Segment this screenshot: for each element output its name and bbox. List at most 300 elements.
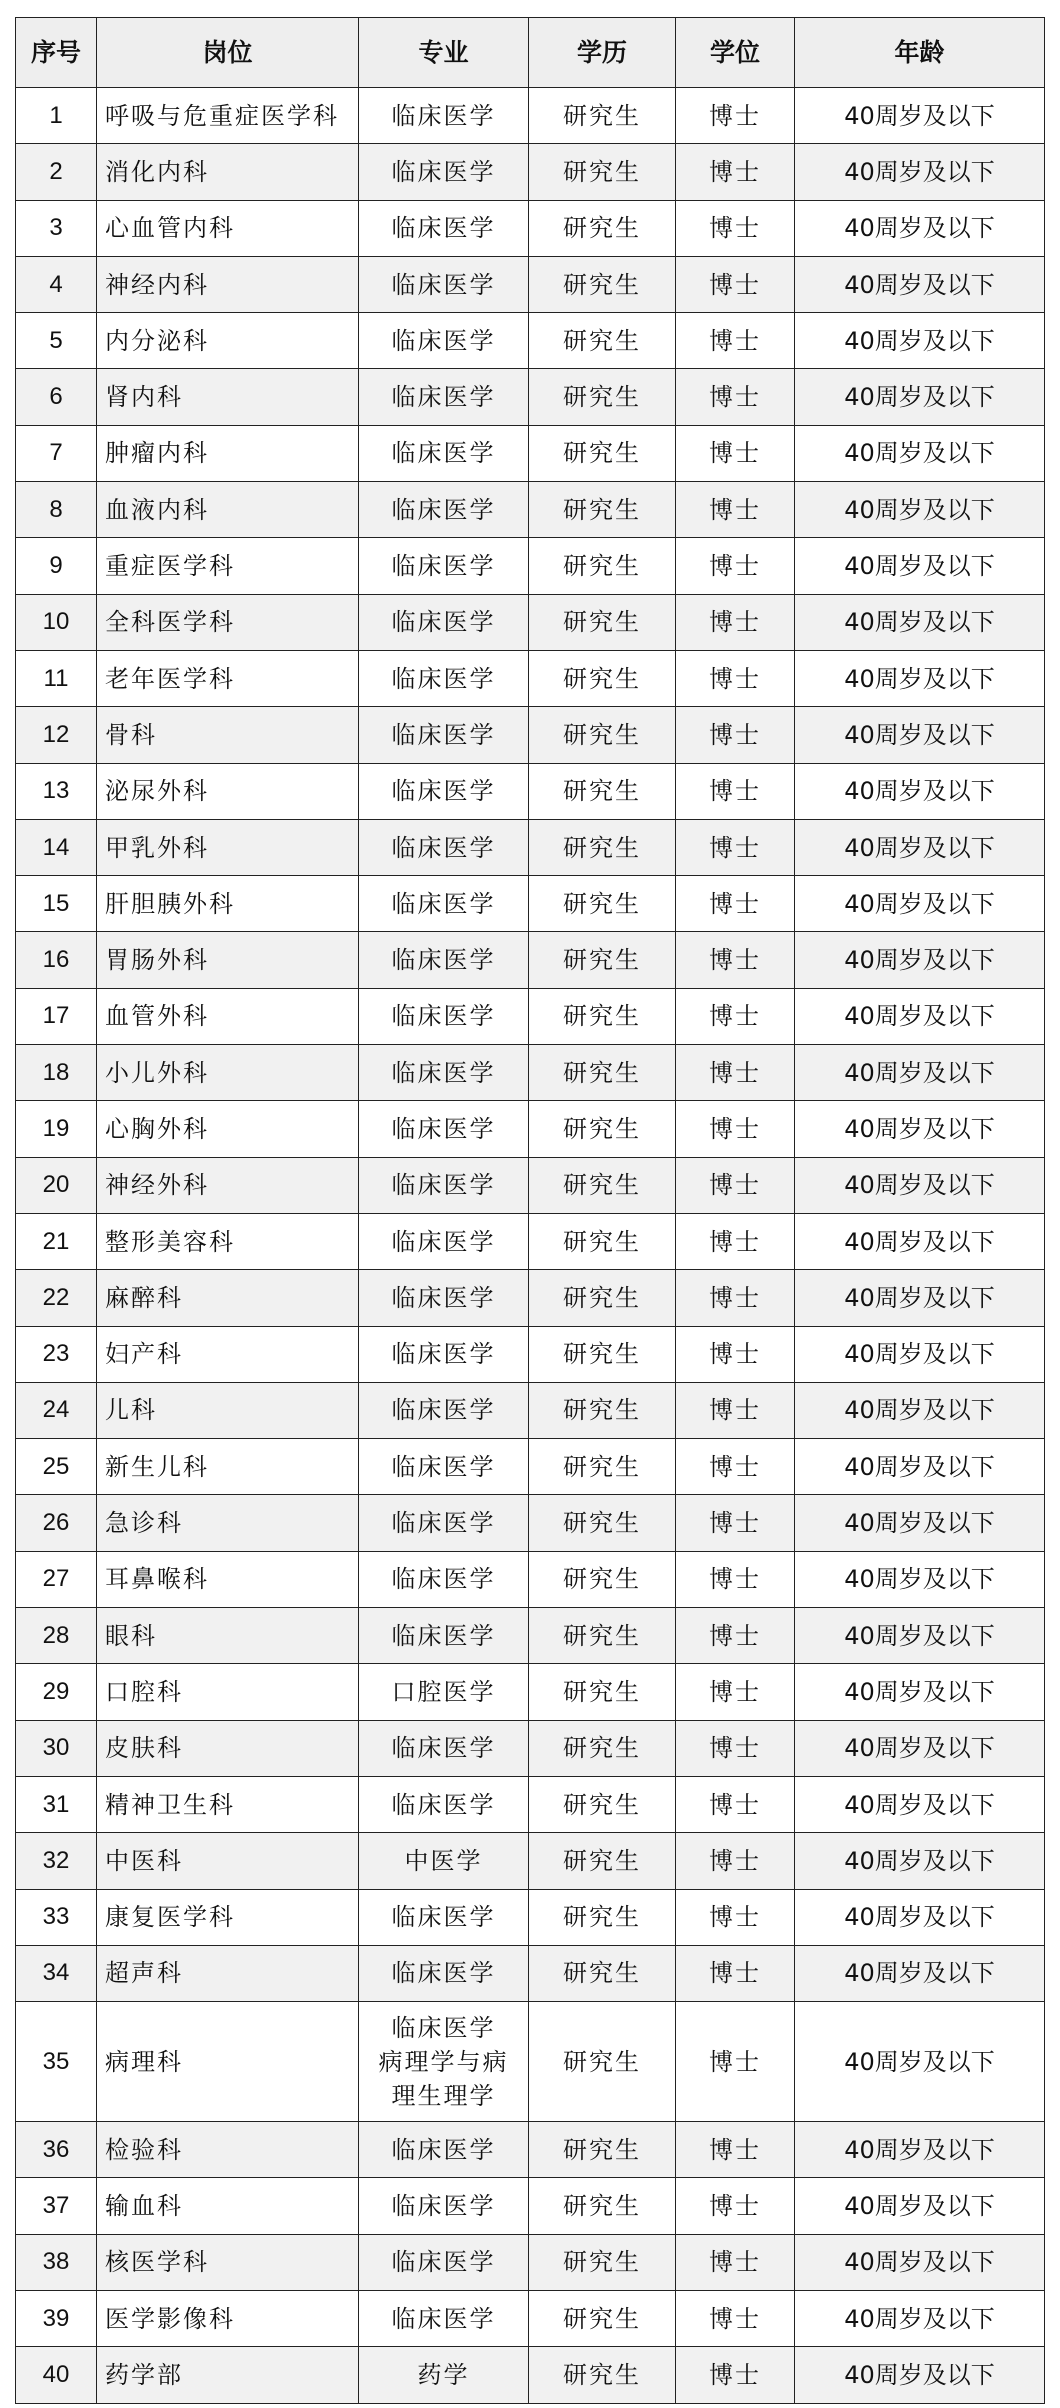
major-cell xyxy=(359,1157,529,1213)
major-cell xyxy=(359,538,529,594)
row-index: 14 xyxy=(16,819,97,875)
education-cell: 研究生 xyxy=(529,2178,676,2234)
major-line: 临床医学 xyxy=(391,777,496,806)
major-line: 临床医学 xyxy=(391,2135,496,2164)
row-index: 31 xyxy=(16,1776,97,1832)
major-cell xyxy=(359,2290,529,2346)
row-index: 27 xyxy=(16,1551,97,1607)
degree-cell: 博士 xyxy=(676,88,795,144)
table-row xyxy=(16,2002,1045,2122)
row-index: 40 xyxy=(16,2347,97,2403)
major-line: 临床医学 xyxy=(391,2013,496,2042)
table-row xyxy=(16,313,1045,369)
degree-cell: 博士 xyxy=(676,1833,795,1889)
major-line: 药学 xyxy=(417,2360,470,2389)
age-cell: 40周岁及以下 xyxy=(795,482,1045,538)
row-index: 34 xyxy=(16,1945,97,2001)
post-cell: 血液内科 xyxy=(97,482,359,538)
row-index: 10 xyxy=(16,594,97,650)
major-line: 临床医学 xyxy=(391,1396,496,1425)
age-cell: 40周岁及以下 xyxy=(795,763,1045,819)
major-line: 临床医学 xyxy=(391,1340,496,1369)
table-row xyxy=(16,2347,1045,2403)
table-row xyxy=(16,707,1045,763)
post-cell: 口腔科 xyxy=(97,1664,359,1720)
table-row xyxy=(16,1608,1045,1664)
post-cell: 超声科 xyxy=(97,1945,359,2001)
degree-cell: 博士 xyxy=(676,876,795,932)
education-cell: 研究生 xyxy=(529,594,676,650)
post-cell: 消化内科 xyxy=(97,144,359,200)
major-line: 临床医学 xyxy=(391,1452,496,1481)
education-cell: 研究生 xyxy=(529,1101,676,1157)
education-cell: 研究生 xyxy=(529,1495,676,1551)
age-cell: 40周岁及以下 xyxy=(795,1157,1045,1213)
major-line: 临床医学 xyxy=(391,157,496,186)
post-cell: 小儿外科 xyxy=(97,1045,359,1101)
education-cell: 研究生 xyxy=(529,200,676,256)
major-cell xyxy=(359,650,529,706)
degree-cell: 博士 xyxy=(676,482,795,538)
post-cell: 泌尿外科 xyxy=(97,763,359,819)
major-line: 临床医学 xyxy=(391,214,496,243)
age-cell: 40周岁及以下 xyxy=(795,594,1045,650)
row-index: 30 xyxy=(16,1720,97,1776)
table-row xyxy=(16,2234,1045,2290)
major-cell xyxy=(359,88,529,144)
post-cell: 神经内科 xyxy=(97,256,359,312)
education-cell: 研究生 xyxy=(529,538,676,594)
table-row xyxy=(16,1382,1045,1438)
post-cell: 内分泌科 xyxy=(97,313,359,369)
degree-cell: 博士 xyxy=(676,1664,795,1720)
age-cell: 40周岁及以下 xyxy=(795,1608,1045,1664)
degree-cell: 博士 xyxy=(676,2002,795,2122)
degree-cell: 博士 xyxy=(676,2178,795,2234)
post-cell: 骨科 xyxy=(97,707,359,763)
header-index: 序号 xyxy=(16,18,97,88)
table-row xyxy=(16,200,1045,256)
major-cell xyxy=(359,1101,529,1157)
major-cell xyxy=(359,1382,529,1438)
row-index: 21 xyxy=(16,1213,97,1269)
row-index: 6 xyxy=(16,369,97,425)
major-line: 临床医学 xyxy=(391,1171,496,1200)
education-cell: 研究生 xyxy=(529,1213,676,1269)
education-cell: 研究生 xyxy=(529,1945,676,2001)
row-index: 20 xyxy=(16,1157,97,1213)
post-cell: 老年医学科 xyxy=(97,650,359,706)
age-cell: 40周岁及以下 xyxy=(795,1495,1045,1551)
row-index: 28 xyxy=(16,1608,97,1664)
post-cell: 肿瘤内科 xyxy=(97,425,359,481)
major-cell xyxy=(359,819,529,875)
row-index: 26 xyxy=(16,1495,97,1551)
age-cell: 40周岁及以下 xyxy=(795,2178,1045,2234)
post-cell: 心血管内科 xyxy=(97,200,359,256)
education-cell: 研究生 xyxy=(529,1664,676,1720)
table-row xyxy=(16,2290,1045,2346)
education-cell: 研究生 xyxy=(529,425,676,481)
post-cell: 儿科 xyxy=(97,1382,359,1438)
degree-cell: 博士 xyxy=(676,1326,795,1382)
major-line: 理生理学 xyxy=(391,2081,496,2110)
row-index: 19 xyxy=(16,1101,97,1157)
table-row xyxy=(16,369,1045,425)
table-row xyxy=(16,819,1045,875)
education-cell: 研究生 xyxy=(529,1833,676,1889)
table-row xyxy=(16,1664,1045,1720)
degree-cell: 博士 xyxy=(676,1045,795,1101)
post-cell: 肝胆胰外科 xyxy=(97,876,359,932)
education-cell: 研究生 xyxy=(529,763,676,819)
major-line: 临床医学 xyxy=(391,720,496,749)
major-cell xyxy=(359,2122,529,2178)
post-cell: 整形美容科 xyxy=(97,1213,359,1269)
degree-cell: 博士 xyxy=(676,932,795,988)
education-cell: 研究生 xyxy=(529,819,676,875)
post-cell: 耳鼻喉科 xyxy=(97,1551,359,1607)
table-row xyxy=(16,1945,1045,2001)
education-cell: 研究生 xyxy=(529,932,676,988)
post-cell: 麻醉科 xyxy=(97,1270,359,1326)
post-cell: 新生儿科 xyxy=(97,1439,359,1495)
education-cell: 研究生 xyxy=(529,876,676,932)
age-cell: 40周岁及以下 xyxy=(795,256,1045,312)
table-row xyxy=(16,988,1045,1044)
age-cell: 40周岁及以下 xyxy=(795,1270,1045,1326)
age-cell: 40周岁及以下 xyxy=(795,1664,1045,1720)
age-cell: 40周岁及以下 xyxy=(795,200,1045,256)
header-post: 岗位 xyxy=(97,18,359,88)
education-cell: 研究生 xyxy=(529,2122,676,2178)
age-cell: 40周岁及以下 xyxy=(795,2290,1045,2346)
major-cell xyxy=(359,256,529,312)
age-cell: 40周岁及以下 xyxy=(795,1439,1045,1495)
table-row xyxy=(16,932,1045,988)
education-cell: 研究生 xyxy=(529,2290,676,2346)
age-cell: 40周岁及以下 xyxy=(795,1551,1045,1607)
major-cell xyxy=(359,425,529,481)
row-index: 2 xyxy=(16,144,97,200)
major-cell xyxy=(359,1889,529,1945)
table-body xyxy=(16,88,1045,2404)
age-cell: 40周岁及以下 xyxy=(795,819,1045,875)
row-index: 16 xyxy=(16,932,97,988)
major-cell xyxy=(359,144,529,200)
major-cell xyxy=(359,932,529,988)
major-line: 临床医学 xyxy=(391,2192,496,2221)
major-cell xyxy=(359,1270,529,1326)
education-cell: 研究生 xyxy=(529,2347,676,2403)
major-line: 临床医学 xyxy=(391,1621,496,1650)
major-cell xyxy=(359,1045,529,1101)
table-row xyxy=(16,1101,1045,1157)
age-cell: 40周岁及以下 xyxy=(795,369,1045,425)
header-education: 学历 xyxy=(529,18,676,88)
major-cell xyxy=(359,200,529,256)
post-cell: 心胸外科 xyxy=(97,1101,359,1157)
education-cell: 研究生 xyxy=(529,1326,676,1382)
major-line: 临床医学 xyxy=(391,1734,496,1763)
degree-cell: 博士 xyxy=(676,1270,795,1326)
table-row xyxy=(16,1776,1045,1832)
post-cell: 呼吸与危重症医学科 xyxy=(97,88,359,144)
major-line: 病理学与病 xyxy=(378,2047,509,2076)
table-row xyxy=(16,144,1045,200)
education-cell: 研究生 xyxy=(529,1439,676,1495)
header-age: 年龄 xyxy=(795,18,1045,88)
row-index: 32 xyxy=(16,1833,97,1889)
major-cell xyxy=(359,1551,529,1607)
major-cell xyxy=(359,1945,529,2001)
post-cell: 精神卫生科 xyxy=(97,1776,359,1832)
major-line: 临床医学 xyxy=(391,1565,496,1594)
header-degree: 学位 xyxy=(676,18,795,88)
major-line: 临床医学 xyxy=(391,326,496,355)
degree-cell: 博士 xyxy=(676,2347,795,2403)
post-cell: 中医科 xyxy=(97,1833,359,1889)
age-cell: 40周岁及以下 xyxy=(795,88,1045,144)
table-row xyxy=(16,2122,1045,2178)
education-cell: 研究生 xyxy=(529,2002,676,2122)
major-line: 口腔医学 xyxy=(391,1677,496,1706)
age-cell: 40周岁及以下 xyxy=(795,1213,1045,1269)
row-index: 7 xyxy=(16,425,97,481)
degree-cell: 博士 xyxy=(676,1551,795,1607)
major-line: 临床医学 xyxy=(391,2248,496,2277)
degree-cell: 博士 xyxy=(676,763,795,819)
row-index: 38 xyxy=(16,2234,97,2290)
table-row xyxy=(16,1439,1045,1495)
age-cell: 40周岁及以下 xyxy=(795,313,1045,369)
table-row xyxy=(16,88,1045,144)
age-cell: 40周岁及以下 xyxy=(795,1326,1045,1382)
major-line: 临床医学 xyxy=(391,1959,496,1988)
major-cell xyxy=(359,594,529,650)
post-cell: 皮肤科 xyxy=(97,1720,359,1776)
age-cell: 40周岁及以下 xyxy=(795,1382,1045,1438)
row-index: 37 xyxy=(16,2178,97,2234)
post-cell: 重症医学科 xyxy=(97,538,359,594)
degree-cell: 博士 xyxy=(676,1776,795,1832)
education-cell: 研究生 xyxy=(529,144,676,200)
degree-cell: 博士 xyxy=(676,2234,795,2290)
degree-cell: 博士 xyxy=(676,1945,795,2001)
row-index: 15 xyxy=(16,876,97,932)
table-row xyxy=(16,1495,1045,1551)
age-cell: 40周岁及以下 xyxy=(795,932,1045,988)
table-row xyxy=(16,1833,1045,1889)
row-index: 29 xyxy=(16,1664,97,1720)
age-cell: 40周岁及以下 xyxy=(795,1720,1045,1776)
age-cell: 40周岁及以下 xyxy=(795,538,1045,594)
row-index: 3 xyxy=(16,200,97,256)
major-cell xyxy=(359,2178,529,2234)
row-index: 36 xyxy=(16,2122,97,2178)
post-cell: 妇产科 xyxy=(97,1326,359,1382)
degree-cell: 博士 xyxy=(676,256,795,312)
degree-cell: 博士 xyxy=(676,594,795,650)
post-cell: 药学部 xyxy=(97,2347,359,2403)
major-line: 临床医学 xyxy=(391,1283,496,1312)
row-index: 4 xyxy=(16,256,97,312)
table-row xyxy=(16,1157,1045,1213)
major-line: 临床医学 xyxy=(391,2304,496,2333)
major-line: 临床医学 xyxy=(391,1903,496,1932)
education-cell: 研究生 xyxy=(529,88,676,144)
degree-cell: 博士 xyxy=(676,1495,795,1551)
degree-cell: 博士 xyxy=(676,144,795,200)
age-cell: 40周岁及以下 xyxy=(795,2234,1045,2290)
degree-cell: 博士 xyxy=(676,2290,795,2346)
education-cell: 研究生 xyxy=(529,707,676,763)
major-cell xyxy=(359,1439,529,1495)
degree-cell: 博士 xyxy=(676,988,795,1044)
degree-cell: 博士 xyxy=(676,707,795,763)
degree-cell: 博士 xyxy=(676,1382,795,1438)
age-cell: 40周岁及以下 xyxy=(795,988,1045,1044)
table-row xyxy=(16,482,1045,538)
row-index: 24 xyxy=(16,1382,97,1438)
table-row xyxy=(16,650,1045,706)
age-cell: 40周岁及以下 xyxy=(795,2002,1045,2122)
table-row xyxy=(16,1326,1045,1382)
major-line: 临床医学 xyxy=(391,439,496,468)
degree-cell: 博士 xyxy=(676,425,795,481)
age-cell: 40周岁及以下 xyxy=(795,876,1045,932)
post-cell: 检验科 xyxy=(97,2122,359,2178)
degree-cell: 博士 xyxy=(676,819,795,875)
major-line: 临床医学 xyxy=(391,1509,496,1538)
row-index: 25 xyxy=(16,1439,97,1495)
education-cell: 研究生 xyxy=(529,1270,676,1326)
table-row xyxy=(16,1720,1045,1776)
education-cell: 研究生 xyxy=(529,988,676,1044)
post-cell: 医学影像科 xyxy=(97,2290,359,2346)
education-cell: 研究生 xyxy=(529,1608,676,1664)
table-row xyxy=(16,2178,1045,2234)
degree-cell: 博士 xyxy=(676,1608,795,1664)
major-cell xyxy=(359,2347,529,2403)
age-cell: 40周岁及以下 xyxy=(795,1101,1045,1157)
major-cell xyxy=(359,1720,529,1776)
major-line: 临床医学 xyxy=(391,270,496,299)
row-index: 22 xyxy=(16,1270,97,1326)
post-cell: 胃肠外科 xyxy=(97,932,359,988)
major-cell xyxy=(359,707,529,763)
degree-cell: 博士 xyxy=(676,1101,795,1157)
row-index: 33 xyxy=(16,1889,97,1945)
table-row xyxy=(16,763,1045,819)
degree-cell: 博士 xyxy=(676,369,795,425)
major-cell xyxy=(359,876,529,932)
row-index: 35 xyxy=(16,2002,97,2122)
degree-cell: 博士 xyxy=(676,1439,795,1495)
major-line: 临床医学 xyxy=(391,664,496,693)
degree-cell: 博士 xyxy=(676,1157,795,1213)
post-cell: 肾内科 xyxy=(97,369,359,425)
major-line: 中医学 xyxy=(404,1846,483,1875)
table-row xyxy=(16,594,1045,650)
table-row xyxy=(16,876,1045,932)
table-row xyxy=(16,1551,1045,1607)
major-line: 临床医学 xyxy=(391,383,496,412)
major-line: 临床医学 xyxy=(391,1114,496,1143)
education-cell: 研究生 xyxy=(529,313,676,369)
table-row xyxy=(16,1270,1045,1326)
major-cell xyxy=(359,369,529,425)
major-line: 临床医学 xyxy=(391,608,496,637)
major-cell xyxy=(359,2234,529,2290)
post-cell: 甲乳外科 xyxy=(97,819,359,875)
education-cell: 研究生 xyxy=(529,1382,676,1438)
post-cell: 急诊科 xyxy=(97,1495,359,1551)
degree-cell: 博士 xyxy=(676,200,795,256)
major-line: 临床医学 xyxy=(391,1790,496,1819)
major-cell xyxy=(359,1495,529,1551)
education-cell: 研究生 xyxy=(529,2234,676,2290)
major-cell xyxy=(359,1326,529,1382)
major-line: 临床医学 xyxy=(391,1227,496,1256)
education-cell: 研究生 xyxy=(529,1889,676,1945)
education-cell: 研究生 xyxy=(529,1157,676,1213)
degree-cell: 博士 xyxy=(676,650,795,706)
degree-cell: 博士 xyxy=(676,2122,795,2178)
education-cell: 研究生 xyxy=(529,482,676,538)
age-cell: 40周岁及以下 xyxy=(795,425,1045,481)
education-cell: 研究生 xyxy=(529,1720,676,1776)
post-cell: 核医学科 xyxy=(97,2234,359,2290)
major-line: 临床医学 xyxy=(391,889,496,918)
row-index: 23 xyxy=(16,1326,97,1382)
row-index: 8 xyxy=(16,482,97,538)
row-index: 18 xyxy=(16,1045,97,1101)
table-row xyxy=(16,256,1045,312)
major-cell xyxy=(359,313,529,369)
age-cell: 40周岁及以下 xyxy=(795,1045,1045,1101)
row-index: 12 xyxy=(16,707,97,763)
major-cell xyxy=(359,1776,529,1832)
age-cell: 40周岁及以下 xyxy=(795,2122,1045,2178)
degree-cell: 博士 xyxy=(676,1213,795,1269)
table-row xyxy=(16,1213,1045,1269)
age-cell: 40周岁及以下 xyxy=(795,1776,1045,1832)
degree-cell: 博士 xyxy=(676,538,795,594)
post-cell: 全科医学科 xyxy=(97,594,359,650)
table-row xyxy=(16,1889,1045,1945)
age-cell: 40周岁及以下 xyxy=(795,1833,1045,1889)
major-cell xyxy=(359,1833,529,1889)
education-cell: 研究生 xyxy=(529,1045,676,1101)
major-cell xyxy=(359,763,529,819)
table-row xyxy=(16,1045,1045,1101)
post-cell: 眼科 xyxy=(97,1608,359,1664)
major-cell xyxy=(359,1608,529,1664)
major-cell xyxy=(359,1213,529,1269)
row-index: 9 xyxy=(16,538,97,594)
age-cell: 40周岁及以下 xyxy=(795,707,1045,763)
education-cell: 研究生 xyxy=(529,369,676,425)
table-row xyxy=(16,425,1045,481)
major-line: 临床医学 xyxy=(391,1058,496,1087)
degree-cell: 博士 xyxy=(676,1889,795,1945)
table-header-row xyxy=(16,18,1045,88)
row-index: 13 xyxy=(16,763,97,819)
major-cell xyxy=(359,1664,529,1720)
recruitment-table xyxy=(15,17,1045,2404)
post-cell: 血管外科 xyxy=(97,988,359,1044)
